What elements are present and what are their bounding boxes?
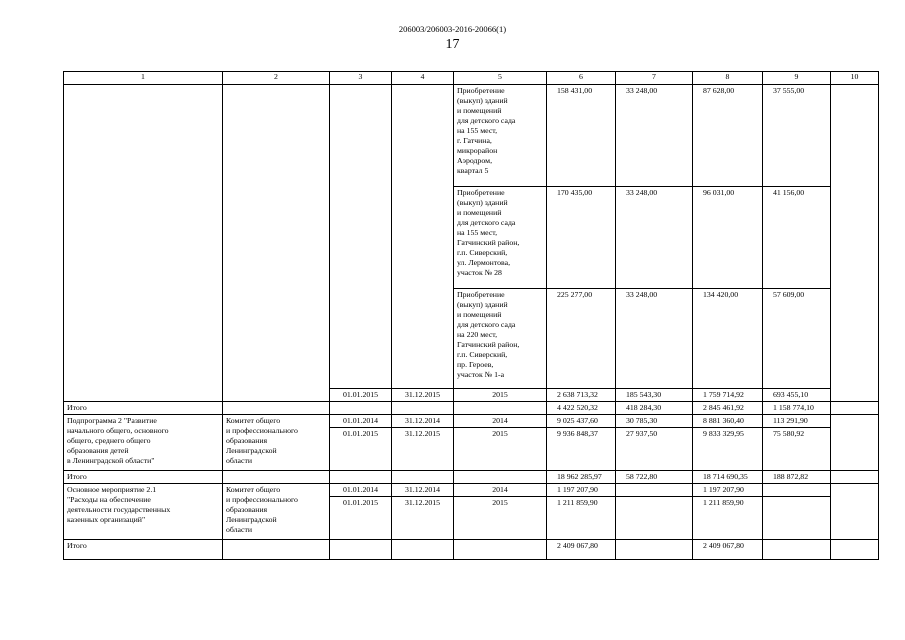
table-cell bbox=[616, 484, 693, 497]
object-description bbox=[454, 289, 547, 389]
amount-cell: 9 025 437,60 bbox=[547, 415, 616, 428]
amount-cell: 9 833 329,95 bbox=[693, 428, 763, 471]
table-cell bbox=[831, 402, 879, 415]
table-cell bbox=[223, 471, 330, 484]
column-header: 3 bbox=[330, 72, 392, 85]
text-line: начального общего, основного bbox=[67, 426, 169, 435]
table-cell bbox=[454, 402, 547, 415]
object-description bbox=[454, 85, 547, 187]
amount-cell: 33 248,00 bbox=[616, 85, 693, 187]
total-row bbox=[64, 402, 879, 415]
amount-cell: 1 759 714,92 bbox=[693, 389, 763, 402]
amount-cell: 225 277,00 bbox=[547, 289, 616, 389]
text-line: Аэродром, bbox=[457, 156, 493, 165]
header-row bbox=[64, 72, 879, 85]
text-line: участок № 1-а bbox=[457, 370, 505, 379]
page-number: 17 bbox=[445, 37, 460, 52]
text-line: Гатчинский район, bbox=[457, 238, 520, 247]
amount-cell: 8 881 360,40 bbox=[693, 415, 763, 428]
table-cell bbox=[392, 471, 454, 484]
text-line: г.п. Сиверский, bbox=[457, 350, 508, 359]
end-date: 31.12.2014 bbox=[392, 415, 454, 428]
amount-cell: 58 722,80 bbox=[616, 471, 693, 484]
column-header: 5 bbox=[454, 72, 547, 85]
amount-cell: 27 937,50 bbox=[616, 428, 693, 471]
total-row bbox=[64, 471, 879, 484]
start-date: 01.01.2015 bbox=[330, 389, 392, 402]
table-cell bbox=[392, 402, 454, 415]
year-cell: 2015 bbox=[454, 389, 547, 402]
text-line: и помещений bbox=[457, 208, 502, 217]
column-header: 8 bbox=[693, 72, 763, 85]
amount-cell: 2 409 067,80 bbox=[547, 540, 616, 560]
amount-cell: 2 409 067,80 bbox=[693, 540, 763, 560]
table-cell bbox=[831, 484, 879, 540]
amount-cell: 134 420,00 bbox=[693, 289, 763, 389]
amount-cell: 75 580,92 bbox=[763, 428, 831, 471]
total-label: Итого bbox=[64, 540, 223, 560]
year-cell: 2014 bbox=[454, 415, 547, 428]
table-cell bbox=[330, 402, 392, 415]
column-header: 10 bbox=[831, 72, 879, 85]
end-date: 31.12.2015 bbox=[392, 497, 454, 540]
start-date: 01.01.2014 bbox=[330, 484, 392, 497]
amount-cell: 9 936 848,37 bbox=[547, 428, 616, 471]
text-line: пр. Героев, bbox=[457, 360, 494, 369]
column-header: 4 bbox=[392, 72, 454, 85]
text-line: Ленинградской bbox=[226, 515, 277, 524]
text-line: образования bbox=[226, 436, 268, 445]
amount-cell: 2 845 461,92 bbox=[693, 402, 763, 415]
amount-cell: 41 156,00 bbox=[763, 187, 831, 289]
text-line: (выкуп) зданий bbox=[457, 300, 508, 309]
amount-cell: 2 638 713,32 bbox=[547, 389, 616, 402]
text-line: (выкуп) зданий bbox=[457, 96, 508, 105]
text-line: для детского сада bbox=[457, 218, 516, 227]
table-cell bbox=[330, 85, 392, 389]
activity-name bbox=[64, 484, 223, 540]
amount-cell: 1 211 859,90 bbox=[693, 497, 763, 540]
table-cell bbox=[223, 85, 330, 402]
table-row bbox=[64, 85, 879, 187]
total-row bbox=[64, 540, 879, 560]
end-date: 31.12.2014 bbox=[392, 484, 454, 497]
amount-cell: 113 291,90 bbox=[763, 415, 831, 428]
start-date: 01.01.2015 bbox=[330, 497, 392, 540]
table-cell bbox=[831, 415, 879, 471]
amount-cell: 4 422 520,32 bbox=[547, 402, 616, 415]
amount-cell: 188 872,82 bbox=[763, 471, 831, 484]
column-header: 1 bbox=[64, 72, 223, 85]
start-date: 01.01.2015 bbox=[330, 428, 392, 471]
table-cell bbox=[763, 540, 831, 560]
amount-cell: 1 197 207,90 bbox=[693, 484, 763, 497]
text-line: для детского сада bbox=[457, 116, 516, 125]
text-line: на 155 мест, bbox=[457, 126, 498, 135]
text-line: и помещений bbox=[457, 310, 502, 319]
table-cell bbox=[330, 540, 392, 560]
table-cell bbox=[616, 540, 693, 560]
year-cell: 2014 bbox=[454, 484, 547, 497]
text-line: Гатчинский район, bbox=[457, 340, 520, 349]
amount-cell: 33 248,00 bbox=[616, 289, 693, 389]
executor-name bbox=[223, 484, 330, 540]
executor-name bbox=[223, 415, 330, 471]
text-line: и профессионального bbox=[226, 495, 298, 504]
amount-cell: 30 785,30 bbox=[616, 415, 693, 428]
text-line: квартал 5 bbox=[457, 166, 489, 175]
amount-cell: 1 211 859,90 bbox=[547, 497, 616, 540]
text-line: микрорайон bbox=[457, 146, 498, 155]
text-line: области bbox=[226, 456, 253, 465]
table-cell bbox=[831, 471, 879, 484]
table-cell bbox=[616, 497, 693, 540]
amount-cell: 185 543,30 bbox=[616, 389, 693, 402]
end-date: 31.12.2015 bbox=[392, 428, 454, 471]
text-line: для детского сада bbox=[457, 320, 516, 329]
table-cell bbox=[223, 540, 330, 560]
column-header: 6 bbox=[547, 72, 616, 85]
amount-cell: 57 609,00 bbox=[763, 289, 831, 389]
program-name bbox=[64, 415, 223, 471]
amount-cell: 693 455,10 bbox=[763, 389, 831, 402]
amount-cell: 18 714 690,35 bbox=[693, 471, 763, 484]
text-line: Комитет общего bbox=[226, 416, 281, 425]
text-line: общего, среднего общего bbox=[67, 436, 151, 445]
table-cell bbox=[223, 402, 330, 415]
text-line: Ленинградской bbox=[226, 446, 277, 455]
table-cell bbox=[831, 85, 879, 402]
amount-cell: 1 158 774,10 bbox=[763, 402, 831, 415]
amount-cell: 87 628,00 bbox=[693, 85, 763, 187]
start-date: 01.01.2014 bbox=[330, 415, 392, 428]
budget-table bbox=[63, 71, 879, 560]
text-line: Приобретение bbox=[457, 86, 505, 95]
amount-cell: 170 435,00 bbox=[547, 187, 616, 289]
text-line: Приобретение bbox=[457, 188, 505, 197]
text-line: Основное мероприятие 2.1 bbox=[67, 485, 157, 494]
table-cell bbox=[763, 484, 831, 497]
end-date: 31.12.2015 bbox=[392, 389, 454, 402]
year-cell: 2015 bbox=[454, 428, 547, 471]
table-cell bbox=[392, 85, 454, 389]
text-line: казенных организаций" bbox=[67, 515, 146, 524]
table-cell bbox=[64, 85, 223, 402]
text-line: г.п. Сиверский, bbox=[457, 248, 508, 257]
total-label: Итого bbox=[64, 471, 223, 484]
column-header: 7 bbox=[616, 72, 693, 85]
table-cell bbox=[831, 540, 879, 560]
table-row bbox=[64, 415, 879, 428]
table-cell bbox=[763, 497, 831, 540]
year-cell: 2015 bbox=[454, 497, 547, 540]
text-line: Приобретение bbox=[457, 290, 505, 299]
text-line: (выкуп) зданий bbox=[457, 198, 508, 207]
text-line: Комитет общего bbox=[226, 485, 281, 494]
table-cell bbox=[330, 471, 392, 484]
text-line: в Ленинградской области" bbox=[67, 456, 155, 465]
table-cell bbox=[392, 540, 454, 560]
amount-cell: 18 962 285,97 bbox=[547, 471, 616, 484]
text-line: и профессионального bbox=[226, 426, 298, 435]
text-line: деятельности государственных bbox=[67, 505, 171, 514]
amount-cell: 33 248,00 bbox=[616, 187, 693, 289]
text-line: на 220 мест, bbox=[457, 330, 498, 339]
amount-cell: 37 555,00 bbox=[763, 85, 831, 187]
amount-cell: 1 197 207,90 bbox=[547, 484, 616, 497]
document-code: 206003/206003-2016-20066(1) bbox=[398, 24, 507, 34]
text-line: "Расходы на обеспечение bbox=[67, 495, 151, 504]
amount-cell: 418 284,30 bbox=[616, 402, 693, 415]
text-line: Подпрограмма 2 "Развитие bbox=[67, 416, 157, 425]
text-line: области bbox=[226, 525, 253, 534]
table-cell bbox=[454, 540, 547, 560]
text-line: образования детей bbox=[67, 446, 129, 455]
text-line: ул. Лермонтова, bbox=[457, 258, 511, 267]
text-line: образования bbox=[226, 505, 268, 514]
column-header: 2 bbox=[223, 72, 330, 85]
text-line: г. Гатчина, bbox=[457, 136, 492, 145]
object-description bbox=[454, 187, 547, 289]
text-line: участок № 28 bbox=[457, 268, 502, 277]
column-header: 9 bbox=[763, 72, 831, 85]
table-row bbox=[64, 484, 879, 497]
text-line: на 155 мест, bbox=[457, 228, 498, 237]
table-cell bbox=[454, 471, 547, 484]
total-label: Итого bbox=[64, 402, 223, 415]
text-line: и помещений bbox=[457, 106, 502, 115]
amount-cell: 158 431,00 bbox=[547, 85, 616, 187]
amount-cell: 96 031,00 bbox=[693, 187, 763, 289]
